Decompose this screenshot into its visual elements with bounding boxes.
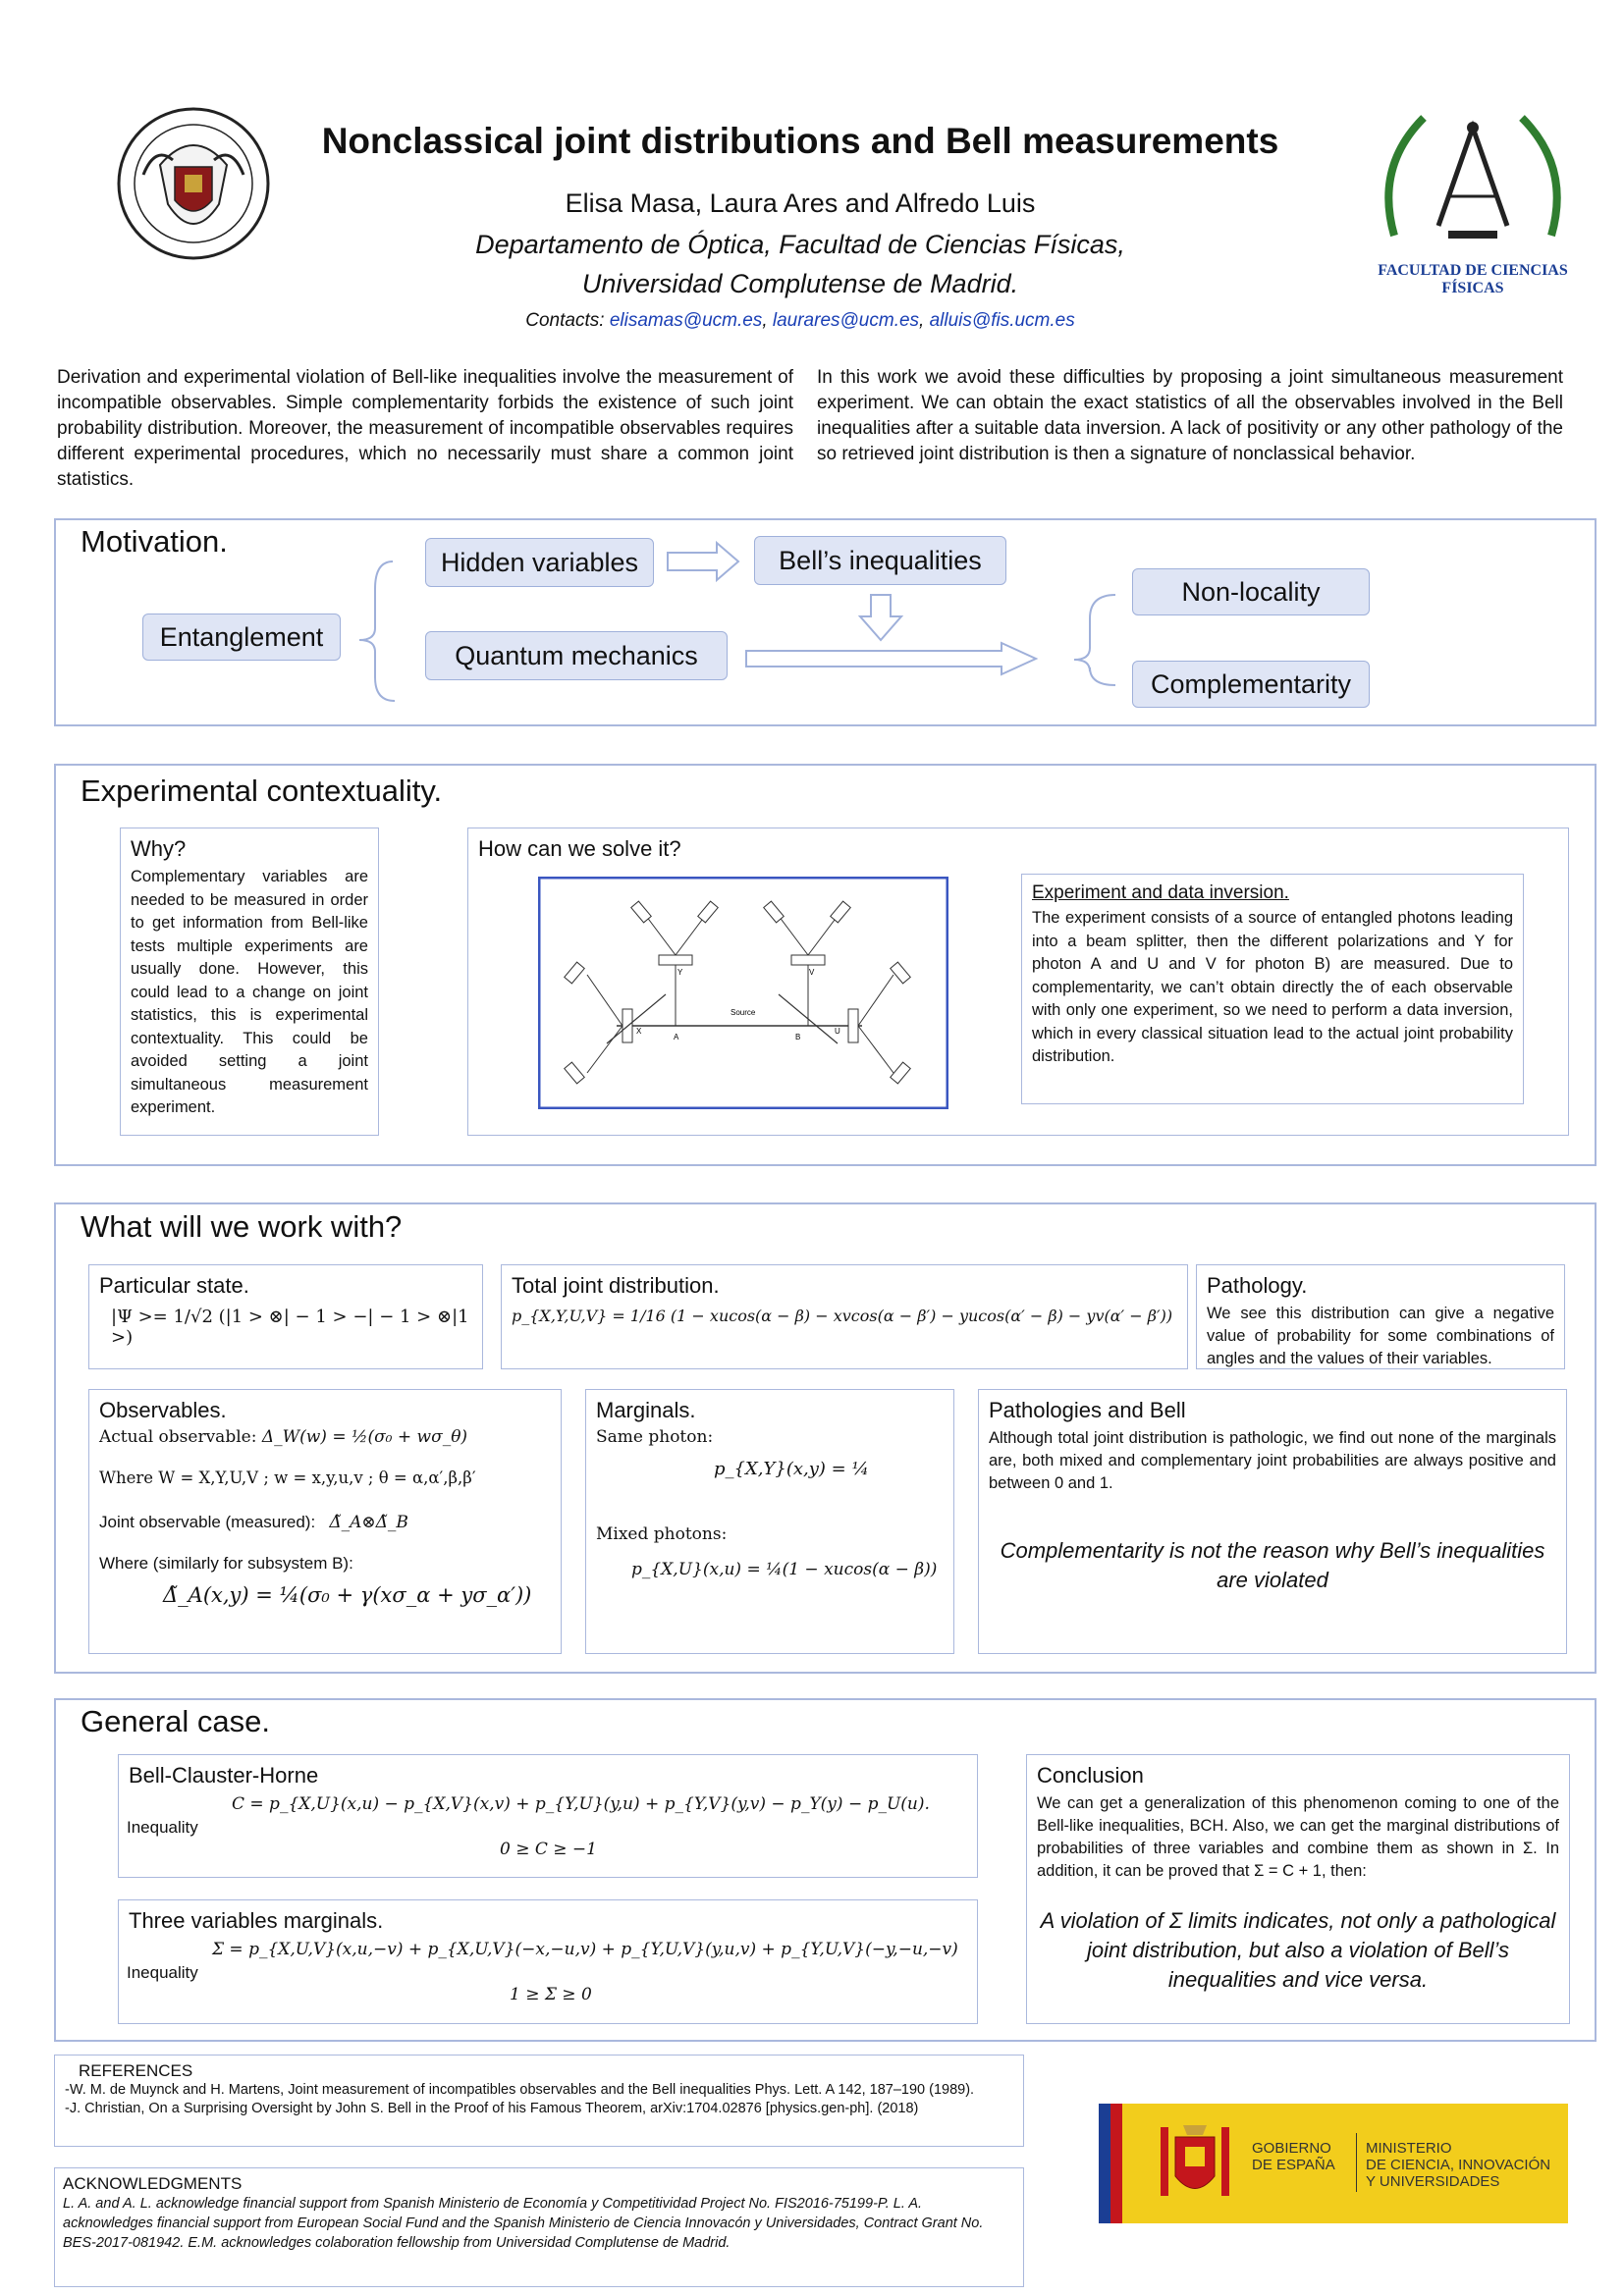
- three-marginals-box: [118, 1899, 978, 2024]
- same-photon-label: Same photon:: [596, 1427, 714, 1447]
- reference-item-1: -W. M. de Muynck and H. Martens, Joint measurement of incompatibles observables and the Bell inequalities Phys. Lett. A 142, 187–190 (1989).: [65, 2082, 975, 2098]
- total-title: Total joint distribution.: [512, 1273, 720, 1298]
- contacts-label: Contacts:: [525, 310, 605, 331]
- same-photon-eq: p_{X,Y}(x,y) = ¼: [714, 1459, 869, 1479]
- acknowledgments-box: [54, 2167, 1024, 2287]
- ministerio-line-1: MINISTERIO: [1366, 2140, 1452, 2157]
- obs-line-3-label: Joint observable (measured):: [99, 1513, 316, 1531]
- red-stripe: [1110, 2104, 1122, 2223]
- spain-coat-of-arms-icon: [1156, 2117, 1234, 2211]
- experiment-title: Experiment and data inversion.: [1032, 882, 1289, 903]
- bch-inequality: 0 ≥ C ≥ −1: [500, 1840, 597, 1859]
- pill-complementarity: Complementarity: [1132, 661, 1370, 708]
- observables-box: [88, 1389, 562, 1654]
- motivation-title: Motivation.: [81, 524, 228, 559]
- conclusion-title: Conclusion: [1037, 1763, 1144, 1788]
- pathology-box: [1196, 1264, 1565, 1369]
- obs-line-1-label: Actual observable:: [99, 1427, 257, 1447]
- observables-title: Observables.: [99, 1398, 227, 1422]
- pathologies-bell-box: [978, 1389, 1567, 1654]
- obs-line-4-eq: Δ̃_A(x,y) = ¼(σ₀ + γ(xσ_α + yσ_α′)): [163, 1583, 532, 1607]
- source-label: Source: [731, 1008, 756, 1017]
- state-title: Particular state.: [99, 1273, 249, 1298]
- pathology-text: We see this distribution can give a negative value of probability for some combinations of angles and the values of their variables.: [1207, 1305, 1554, 1367]
- pathology-title: Pathology.: [1207, 1273, 1308, 1298]
- obs-line-2: Where W = X,Y,U,V ; w = x,y,u,v ; θ = α,α′,β,β′: [99, 1468, 476, 1487]
- references-title: REFERENCES: [79, 2061, 193, 2080]
- ministerio-text: [1366, 2140, 1550, 2190]
- obs-line-3-eq: Δ̃_A⊗Δ̃_B: [329, 1513, 408, 1532]
- poster-title: Nonclassical joint distributions and Bell measurements: [321, 121, 1279, 161]
- intro-right-text: In this work we avoid these difficulties by proposing a joint simultaneous measurement experiment. We can obtain the exact statistics of all the observables involved in the Bell inequalities after a suitable data inversion. A lack of positivity or any other pathology of the so retrieved joint distribution is then a signature of nonclassical behavior.: [817, 367, 1563, 464]
- experiment-setup-diagram: [538, 877, 948, 1109]
- bch-equation: C = p_{X,U}(x,u) − p_{X,V}(x,v) + p_{Y,U}(y,u) + p_{Y,V}(y,v) − p_Y(y) − p_U(u).: [232, 1794, 930, 1814]
- three-inequality: 1 ≥ Σ ≥ 0: [510, 1985, 592, 2004]
- ministerio-line-2: DE CIENCIA, INNOVACIÓN: [1366, 2157, 1551, 2173]
- contextuality-title: Experimental contextuality.: [81, 774, 443, 808]
- marginals-box: [585, 1389, 954, 1654]
- conclusion-box: [1026, 1754, 1570, 2024]
- bch-title: Bell-Clauster-Horne: [129, 1763, 319, 1788]
- experiment-text: The experiment consists of a source of entangled photons leading into a beam splitter, then the different polarizations and Y for photon A and U and V for photon B) are measured. Due to complementarity, we can’t obtain directly the of each observable with only one experiment, so we need to perform a data inversion, which in every classical situation lead to the actual joint probability distribution.: [1032, 909, 1513, 1065]
- mixed-photons-label: Mixed photons:: [596, 1524, 728, 1544]
- pathologies-bell-emphasis: Complementarity is not the reason why Bell’s inequalities are violated: [1000, 1538, 1545, 1592]
- general-title: General case.: [81, 1704, 270, 1738]
- why-text: Complementary variables are needed to be measured in order to get information from Bell-like tests multiple experiments are usually done. However, this could lead to a change on joint statistics, this is experimental contextuality. This could be avoided setting a joint simultaneous measurement experiment.: [131, 868, 368, 1116]
- conclusion-emphasis: A violation of Σ limits indicates, not only a pathological joint distribution, but also a violation of Bell’s inequalities and vice versa.: [1040, 1908, 1556, 1992]
- bch-box: [118, 1754, 978, 1878]
- mixed-photons-eq: p_{X,U}(x,u) = ¼(1 − xucos(α − β)): [631, 1560, 938, 1579]
- obs-line-4-label: Where (similarly for subsystem B):: [99, 1554, 353, 1573]
- pathologies-bell-text: Although total joint distribution is pathologic, we find out none of the marginals are, both mixed and complementary joint probabilities are always positive and between 0 and 1.: [989, 1429, 1556, 1492]
- pill-non-locality: Non-locality: [1132, 568, 1370, 615]
- email-link-1[interactable]: elisamas@ucm.es: [609, 310, 763, 331]
- gobierno-text: [1252, 2140, 1335, 2173]
- gobierno-line-1: GOBIERNO: [1252, 2140, 1331, 2157]
- obs-line-1-eq: Δ_W(w) = ½(σ₀ + wσ_θ): [261, 1427, 468, 1447]
- marginals-title: Marginals.: [596, 1398, 696, 1422]
- gobierno-line-2: DE ESPAÑA: [1252, 2157, 1335, 2173]
- pill-quantum-mechanics: Quantum mechanics: [425, 631, 728, 680]
- pill-bells-inequalities: Bell’s inequalities: [754, 536, 1006, 585]
- label-v: V: [809, 968, 815, 977]
- label-u: U: [835, 1027, 840, 1036]
- pill-hidden-variables: Hidden variables: [425, 538, 654, 587]
- motivation-arrows: [0, 0, 1624, 746]
- how-title: How can we solve it?: [478, 836, 681, 861]
- eu-flag-stripe: [1099, 2104, 1110, 2223]
- reference-item-2: -J. Christian, On a Surprising Oversight by John S. Bell in the Proof of his Famous Theorem, arXiv:1704.02876 [physics.gen-ph]. (2018): [65, 2101, 919, 2116]
- obs-line-3: [99, 1513, 551, 1532]
- ministerio-line-3: Y UNIVERSIDADES: [1366, 2173, 1500, 2190]
- email-link-2[interactable]: laurares@ucm.es: [772, 310, 920, 331]
- state-equation: |Ψ >= 1/√2 (|1 > ⊗| − 1 > −| − 1 > ⊗|1 >): [111, 1307, 469, 1348]
- affiliation-line-2: Universidad Complutense de Madrid.: [581, 269, 1019, 298]
- three-marginals-equation: Σ = p_{X,U,V}(x,u,−v) + p_{X,U,V}(−x,−u,v) + p_{Y,U,V}(y,u,v) + p_{Y,U,V}(−y,−u,−v): [212, 1940, 958, 1959]
- why-title: Why?: [131, 836, 187, 861]
- experiment-box: [1021, 874, 1524, 1104]
- total-equation: p_{X,Y,U,V} = 1/16 (1 − xucos(α − β) − xvcos(α − β′) − yucos(α′ − β) − yv(α′ − β′)): [512, 1307, 1173, 1325]
- total-box: [501, 1264, 1188, 1369]
- contacts-line: Contacts: elisamas@ucm.es, laurares@ucm.es, alluis@fis.ucm.es: [525, 310, 1075, 331]
- three-marginals-title: Three variables marginals.: [129, 1908, 384, 1933]
- three-inequality-label: Inequality: [127, 1963, 198, 1982]
- why-box: [120, 828, 379, 1136]
- gobierno-logo: [1099, 2104, 1568, 2223]
- label-y: Y: [677, 968, 683, 977]
- intro-left-text: Derivation and experimental violation of Bell-like inequalities involve the measurement of incompatible observables. Simple complementarity forbids the existence of such joint probability distribution. Moreover, the measurement of incompatible observables requires different experimental procedures, which no necessarily must share a common joint statistics.: [57, 367, 793, 490]
- conclusion-text: We can get a generalization of this phenomenon coming to one of the Bell-like inequalities, BCH. Also, we can get the marginal distributions of probabilities of three variables and combine them as shown in Σ. In addition, it can be proved that Σ = C + 1, then:: [1037, 1794, 1559, 1880]
- logo-divider: [1356, 2133, 1357, 2192]
- label-a: A: [674, 1033, 679, 1041]
- work-title: What will we work with?: [81, 1209, 403, 1244]
- bch-inequality-label: Inequality: [127, 1818, 198, 1837]
- fcf-logo-text: FACULTAD DE CIENCIAS FÍSICAS: [1378, 262, 1568, 296]
- label-b: B: [795, 1033, 801, 1041]
- pathologies-bell-title: Pathologies and Bell: [989, 1398, 1186, 1422]
- affiliation-line-1: Departamento de Óptica, Facultad de Ciencias Físicas,: [475, 230, 1125, 259]
- authors: Elisa Masa, Laura Ares and Alfredo Luis: [565, 188, 1036, 218]
- references-box: [54, 2055, 1024, 2147]
- acknowledgments-title: ACKNOWLEDGMENTS: [63, 2174, 243, 2193]
- email-link-3[interactable]: alluis@fis.ucm.es: [929, 310, 1075, 331]
- state-box: [88, 1264, 483, 1369]
- obs-line-1: [99, 1427, 551, 1447]
- pill-entanglement: Entanglement: [142, 614, 341, 661]
- acknowledgments-text: L. A. and A. L. acknowledge financial support from Spanish Ministerio de Economía y Competitividad Project No. FIS2016-75199-P. L. A. acknowledges financial support from European Social Fund and the Spanish Ministerio de Ciencia Innovacón y Universidades, Contract Grant No. BES-2017-081942. E.M. acknowledges colaboration fellowship from Universidad Complutense de Madrid.: [63, 2196, 984, 2251]
- label-x: X: [636, 1027, 642, 1036]
